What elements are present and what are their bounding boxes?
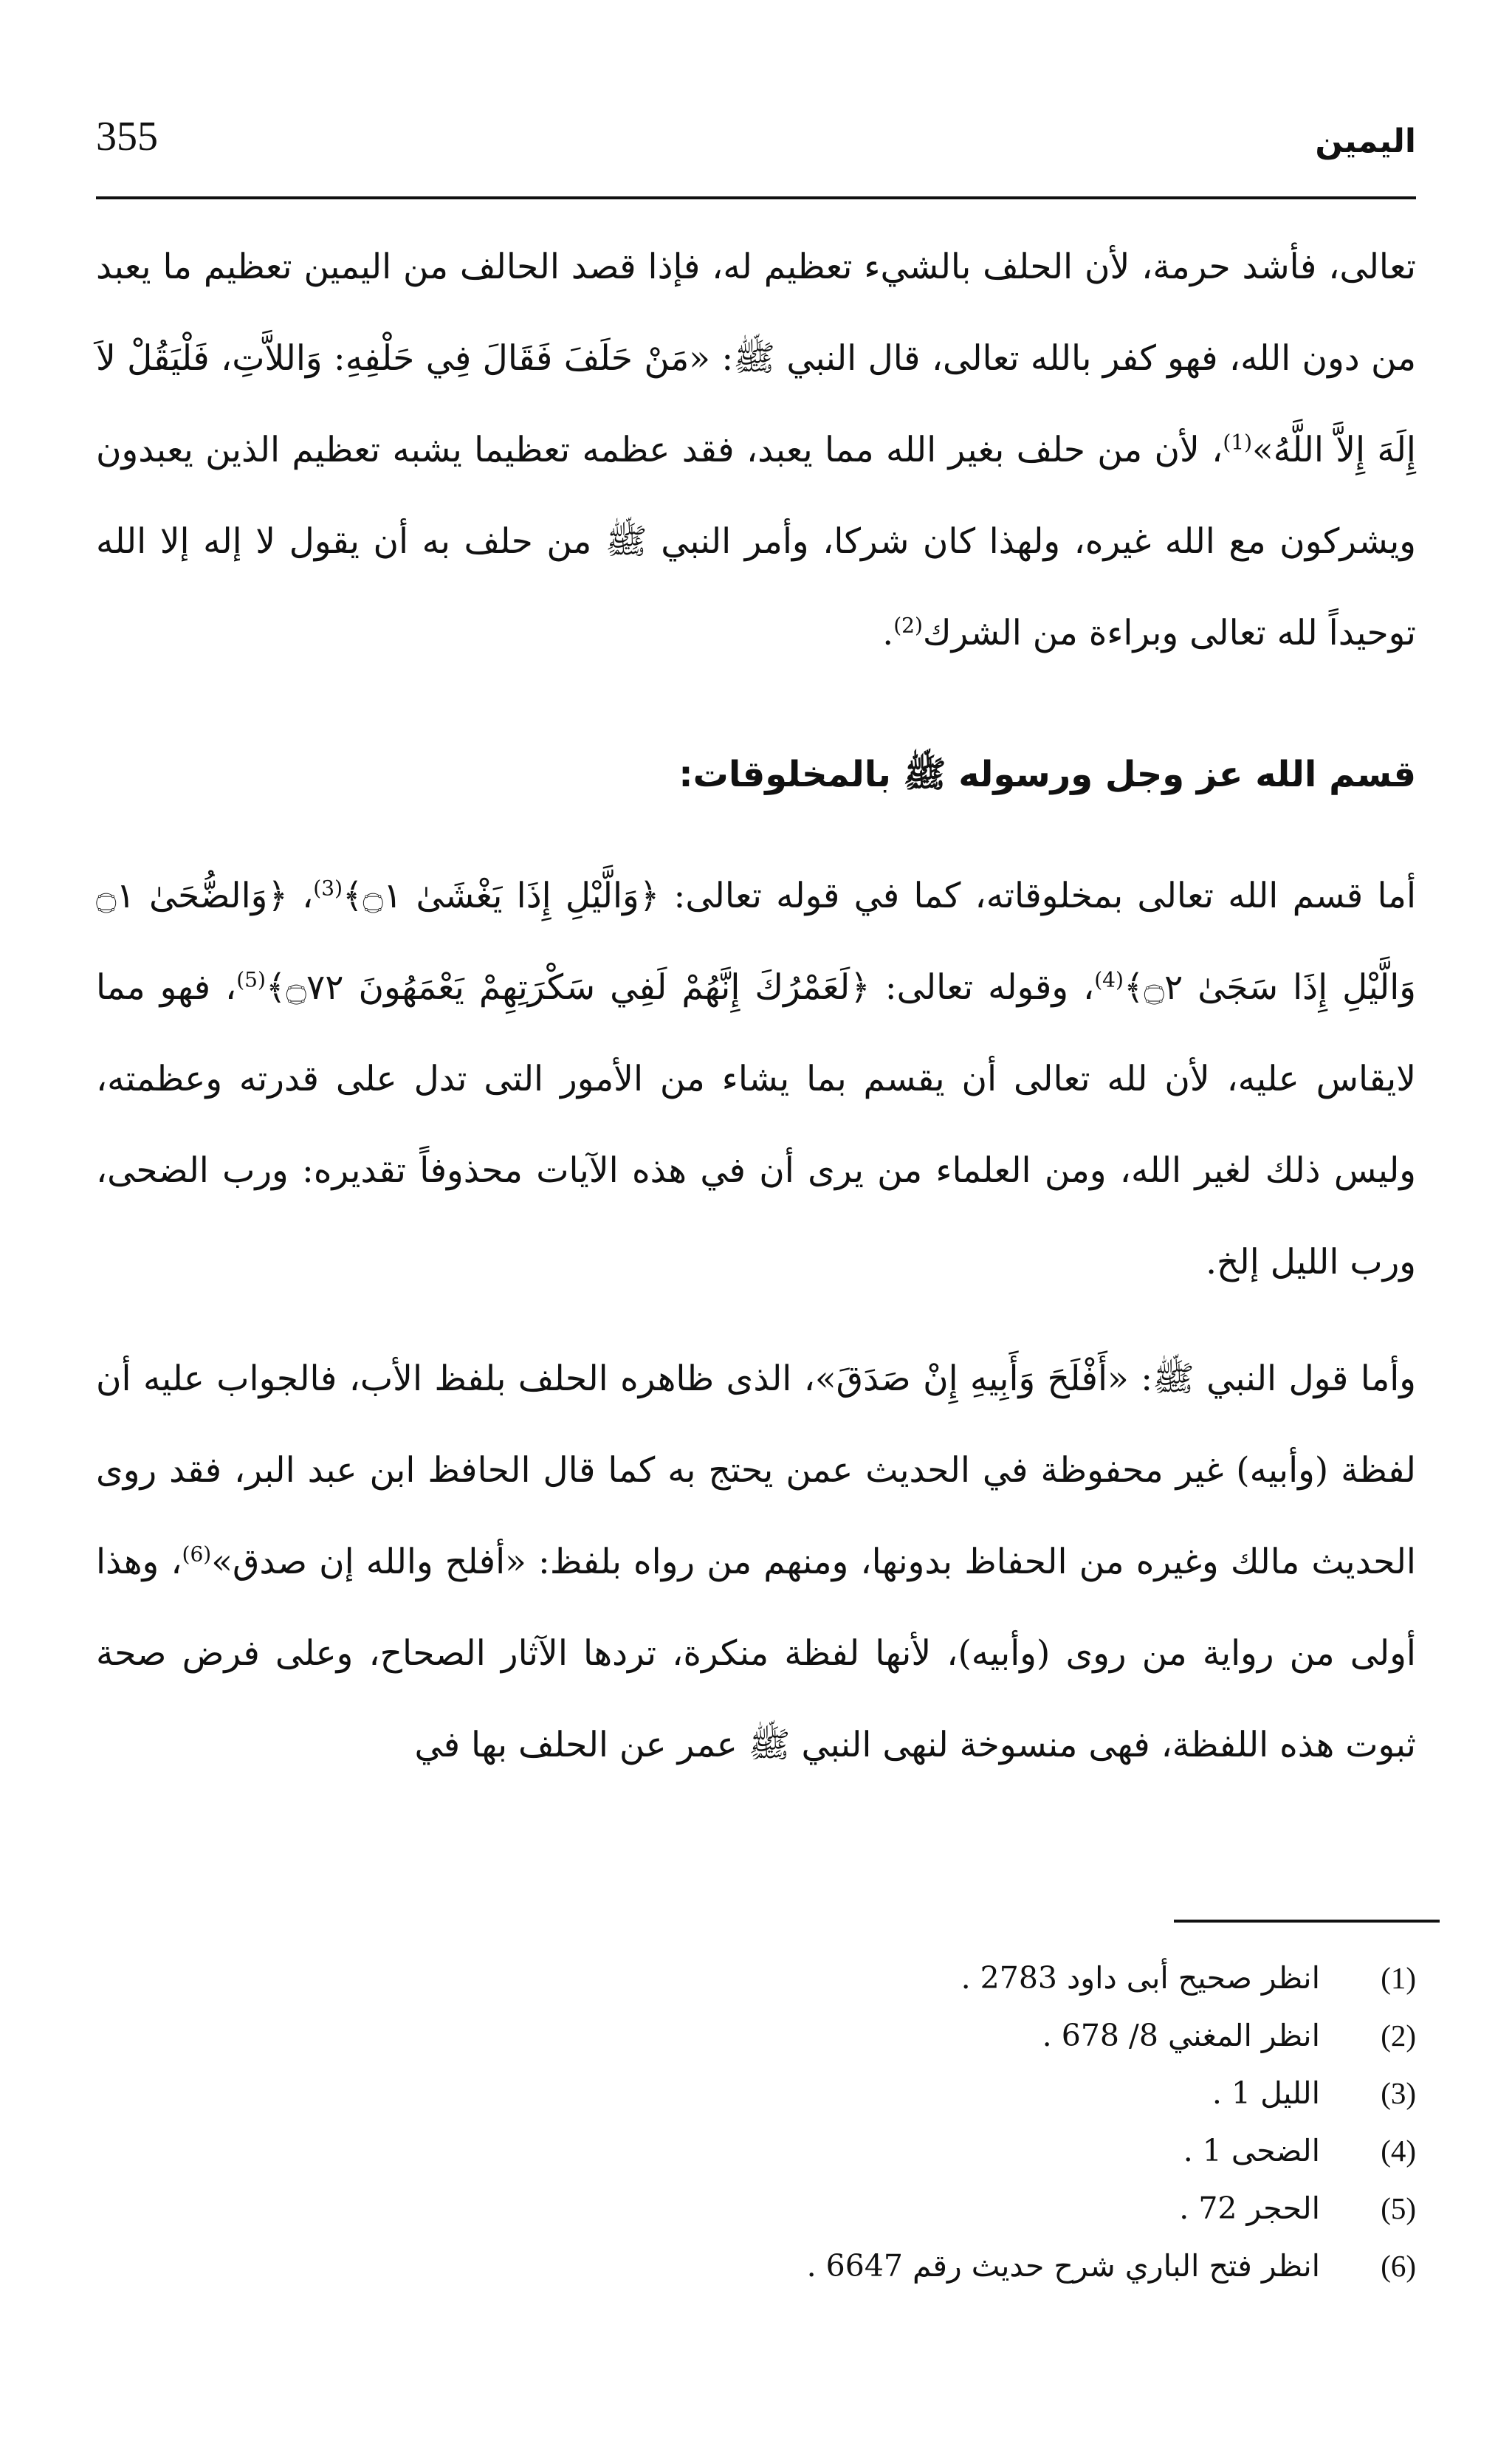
paragraph-3 [96, 1333, 1416, 1791]
footnote-ref-6: (6) [182, 1542, 212, 1567]
footnote-text: انظر المغني 8/ 678 . [1042, 2018, 1320, 2053]
paragraph-1-text-b: ، لأن من حلف بغير الله مما يعبد، فقد عظمه تعظيما يشبه تعظيم الذين يعبدون ويشركون مع الله غيره، ولهذا كان شركا، وأمر النبي ﷺ من حلف به أن يقول لا إله إلا الله توحيداً لله تعالى وبراءة من الشرك [96, 430, 1416, 653]
running-title: اليمين [1315, 123, 1416, 160]
footnote-item [96, 2064, 1416, 2122]
footnote-text: الضحى 1 . [1183, 2133, 1320, 2168]
footnote-number: (3) [1381, 2076, 1416, 2110]
page-number: 355 [96, 114, 158, 159]
footnote-text: انظر صحيح أبى داود 2783 . [961, 1960, 1320, 1996]
section-heading: قسم الله عز وجل ورسوله ﷺ بالمخلوقات: [678, 754, 1416, 795]
paragraph-1-text-a: تعالى، فأشد حرمة، لأن الحلف بالشيء تعظيم له، فإذا قصد الحالف من اليمين تعظيم ما يعبد من دون الله، فهو كفر بالله تعالى، قال النبي ﷺ: «مَنْ حَلَفَ فَقَالَ فِي حَلْفِهِ: وَاللاَّتِ، فَلْيَقُلْ لاَ إِلَهَ إِلاَّ اللَّهُ» [96, 247, 1416, 470]
footnote-item [96, 2122, 1416, 2179]
body-text [96, 221, 1416, 1791]
footnote-text: الحجر 72 . [1179, 2191, 1320, 2226]
footnotes-list [96, 1949, 1416, 2295]
footnote-number: (5) [1381, 2191, 1416, 2225]
paragraph-2-text-b: ، ﴿وَالضُّحَىٰ ۝١ وَالَّيْلِ إِذَا سَجَىٰ ۝٢﴾ [96, 876, 1416, 1008]
footnote-number: (1) [1381, 1961, 1416, 1995]
footnote-ref-2: (2) [893, 613, 923, 638]
paragraph-1 [96, 221, 1416, 679]
page-header [96, 111, 1416, 192]
footnote-number: (6) [1381, 2249, 1416, 2283]
footnote-item [96, 1949, 1416, 2007]
footnote-rule [1174, 1920, 1440, 1923]
footnote-text: الليل 1 . [1212, 2075, 1320, 2111]
footnote-ref-3: (3) [313, 876, 343, 901]
footnote-ref-1: (1) [1223, 430, 1253, 455]
paragraph-2-text-a: أما قسم الله تعالى بمخلوقاته، كما في قوله تعالى: ﴿وَالَّيْلِ إِذَا يَغْشَىٰ ۝١﴾ [343, 876, 1417, 916]
paragraph-1-end: . [882, 613, 894, 653]
paragraph-2-text-d: ، فهو مما لايقاس عليه، لأن لله تعالى أن يقسم بما يشاء من الأمور التى تدل على قدرته وعظمته، وليس ذلك لغير الله، ومن العلماء من يرى أن في هذه الآيات محذوفاً تقديره: ورب الضحى، ورب الليل إلخ. [96, 967, 1416, 1282]
footnote-item [96, 2237, 1416, 2295]
footnote-item [96, 2007, 1416, 2064]
paragraph-3-text-a: وأما قول النبي ﷺ: «أَفْلَحَ وَأَبِيهِ إِنْ صَدَقَ»، الذى ظاهره الحلف بلفظ الأب، فالجواب عليه أن لفظة (وأبيه) غير محفوظة في الحديث عمن يحتج به كما قال الحافظ ابن عبد البر، فقد روى الحديث مالك وغيره من الحفاظ بدونها، ومنهم من رواه بلفظ: «أفلح والله إن صدق» [96, 1358, 1416, 1582]
footnote-text: انظر فتح الباري شرح حديث رقم 6647 . [806, 2248, 1320, 2284]
paragraph-2 [96, 851, 1416, 1308]
footnote-ref-4: (4) [1094, 967, 1124, 992]
footnote-number: (2) [1381, 2019, 1416, 2052]
paragraph-3-text-b: ، وهذا أولى من رواية من روى (وأبيه)، لأنها لفظة منكرة، تردها الآثار الصحاح، وعلى فرض صحة ثبوت هذه اللفظة، فهى منسوخة لنهى النبي ﷺ عمر عن الحلف بها في [96, 1542, 1416, 1765]
footnote-number: (4) [1381, 2134, 1416, 2168]
header-rule [96, 196, 1416, 199]
footnote-item [96, 2179, 1416, 2237]
footnote-ref-5: (5) [236, 967, 266, 992]
paragraph-2-text-c: ، وقوله تعالى: ﴿لَعَمْرُكَ إِنَّهُمْ لَفِي سَكْرَتِهِمْ يَعْمَهُونَ ۝٧٢﴾ [265, 967, 1095, 1008]
